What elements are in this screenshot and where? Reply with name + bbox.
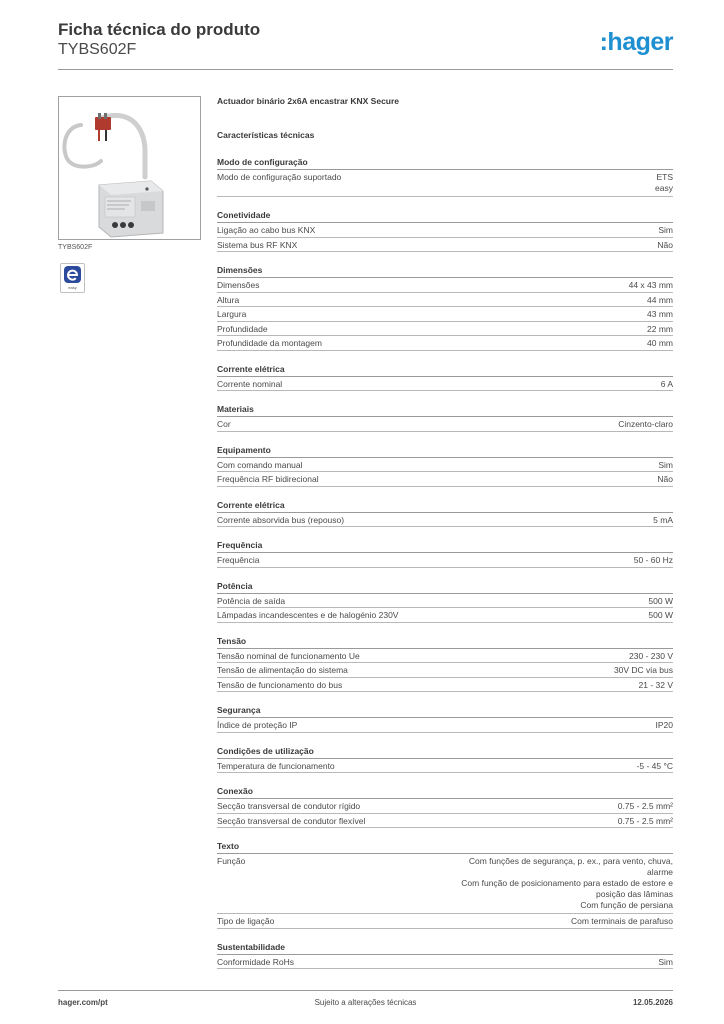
spec-value-line: Sim [658,459,673,470]
spec-row [217,458,673,473]
spec-group-title: Corrente elétrica [217,499,673,513]
spec-group [217,209,673,252]
spec-value-line: 5 mA [653,514,673,525]
spec-value [342,680,673,692]
product-name: Actuador binário 2x6A encastrar KNX Secure [217,96,400,106]
spec-value-line: 0.75 - 2.5 mm² [617,801,673,811]
spec-value-line: 43 mm [647,309,673,319]
spec-value-line: 500 W [648,610,673,620]
spec-group [217,363,673,392]
spec-row [217,293,673,308]
spec-group-title: Sustentabilidade [217,941,673,955]
spec-group [217,264,673,351]
spec-row [217,170,673,197]
spec-value-line: ETS [656,172,673,182]
spec-label: Com comando manual [217,459,303,470]
spec-value [344,515,673,527]
page-header [58,20,673,70]
spec-value [398,610,673,622]
spec-value-line: 21 - 32 V [638,679,673,690]
spec-row [217,799,673,814]
spec-label: Temperatura de funcionamento [217,760,335,771]
easy-badge-label: easy [68,285,77,290]
spec-value-line: Cinzento-claro [618,419,673,429]
spec-row [217,513,673,528]
spec-value-line: IP20 [655,720,673,730]
spec-label: Índice de proteção IP [217,720,298,730]
spec-group [217,941,673,970]
easy-badge [60,263,85,293]
spec-group [217,635,673,693]
spec-value [297,720,673,732]
spec-label: Frequência [217,555,260,565]
spec-row [217,663,673,678]
spec-group [217,156,673,197]
spec-group [217,539,673,568]
spec-row [217,608,673,623]
section-title: Características técnicas [217,130,315,140]
spec-row [217,553,673,568]
spec-label: Corrente nominal [217,378,283,389]
spec-value [360,801,673,813]
spec-row [217,718,673,733]
footer-website[interactable]: hager.com/pt [58,998,108,1007]
spec-label: Profundidade da montagem [217,338,322,348]
spec-row [217,854,673,914]
spec-row [217,238,673,253]
spec-value-line: 44 x 43 mm [628,280,673,290]
spec-label: Potência de saída [217,595,286,606]
spec-group [217,785,673,828]
spec-value [246,309,673,321]
spec-value-line: Sim [658,956,673,967]
spec-value [341,172,673,194]
spec-row [217,678,673,693]
spec-group-title: Dimensões [217,264,673,278]
spec-value-line: 30V DC via bus [613,665,673,675]
spec-row [217,223,673,238]
spec-row [217,307,673,322]
spec-label: Tipo de ligação [217,916,275,926]
spec-group-title: Segurança [217,704,673,718]
spec-label: Dimensões [217,280,260,290]
spec-value-line: Sim [658,225,673,235]
spec-value-line: 44 mm [647,294,673,305]
spec-label: Tensão de funcionamento do bus [217,679,343,690]
spec-row [217,472,673,487]
spec-row [217,377,673,392]
spec-group [217,840,673,929]
image-caption: TYBS602F [58,244,93,251]
spec-group-title: Frequência [217,539,673,553]
spec-value [294,957,673,969]
spec-group-title: Texto [217,840,673,854]
spec-value-line: 22 mm [647,323,673,334]
spec-row [217,336,673,351]
spec-row [217,814,673,829]
spec-value-line: Com funções de segurança, p. ex., para vento, chuva, [468,856,673,866]
spec-label: Conformidade RoHs [217,956,295,967]
spec-row [217,322,673,337]
spec-group [217,403,673,432]
spec-label: Cor [217,419,231,429]
page-title: Ficha técnica do produto [58,20,261,39]
spec-value-line: Não [657,474,673,484]
spec-value-line: Com função de posicionamento para estado de estore e [461,878,673,888]
spec-group-title: Equipamento [217,444,673,458]
spec-label: Frequência RF bidirecional [217,474,319,484]
spec-value [365,816,673,828]
spec-value-line: alarme [647,867,673,877]
spec-value-line: Não [657,239,673,250]
spec-group [217,444,673,487]
spec-value [315,225,673,237]
spec-groups [217,156,673,969]
spec-group [217,580,673,623]
spec-value [239,295,673,307]
spec-row [217,417,673,432]
spec-value [348,665,673,677]
spec-value-line: -5 - 45 °C [636,760,673,771]
footer-note: Sujeito a alterações técnicas [314,998,417,1007]
spec-row [217,649,673,664]
spec-value [303,460,673,472]
footer-date: 12.05.2026 [632,998,673,1007]
spec-label: Modo de configuração suportado [217,172,342,182]
spec-value [297,240,673,252]
spec-group [217,745,673,774]
spec-value-line: 500 W [648,595,673,606]
product-illustration [59,97,200,239]
spec-value [268,324,673,336]
spec-value [274,916,673,928]
spec-value-line: 50 - 60 Hz [633,555,673,565]
spec-value-line: easy [655,183,673,193]
spec-value [260,555,673,567]
spec-value [285,596,673,608]
spec-group [217,704,673,733]
spec-value [245,856,673,911]
spec-value [282,379,673,391]
spec-value-line: 0.75 - 2.5 mm² [617,815,673,826]
hager-logo: :hager [599,28,673,56]
spec-label: Função [217,856,246,866]
spec-label: Secção transversal de condutor rígido [217,801,361,811]
footer-divider [58,990,673,991]
spec-group-title: Tensão [217,635,673,649]
spec-row [217,914,673,929]
spec-label: Largura [217,309,247,319]
spec-value [335,761,673,773]
spec-value [319,474,673,486]
spec-label: Profundidade [217,323,268,334]
spec-row [217,759,673,774]
spec-group-title: Potência [217,580,673,594]
spec-group-title: Conexão [217,785,673,799]
spec-value [260,280,673,292]
spec-group-title: Materiais [217,403,673,417]
spec-label: Ligação ao cabo bus KNX [217,225,316,235]
spec-group-title: Corrente elétrica [217,363,673,377]
spec-label: Lâmpadas incandescentes e de halogénio 230V [217,610,399,620]
spec-value [360,651,673,663]
spec-label: Tensão de alimentação do sistema [217,665,348,675]
spec-content [217,96,673,969]
product-image [58,96,201,240]
spec-value-line: 6 A [660,378,673,389]
product-code: TYBS602F [58,41,137,58]
spec-group-title: Modo de configuração [217,156,673,170]
spec-row [217,278,673,293]
spec-label: Altura [217,294,240,305]
spec-value [322,338,673,350]
spec-value-line: 230 - 230 V [629,650,673,661]
spec-label: Tensão nominal de funcionamento Ue [217,650,360,661]
spec-label: Sistema bus RF KNX [217,239,298,250]
header-divider [58,69,673,70]
spec-value-line: 40 mm [647,338,673,348]
spec-group [217,499,673,528]
spec-value-line: Com função de persiana [580,900,673,910]
spec-value [231,419,673,431]
spec-group-title: Conetividade [217,209,673,223]
spec-value-line: Com terminais de parafuso [570,916,673,926]
spec-row [217,955,673,970]
easy-icon [61,264,84,292]
spec-label: Corrente absorvida bus (repouso) [217,514,345,525]
spec-row [217,594,673,609]
spec-label: Secção transversal de condutor flexível [217,815,366,826]
spec-group-title: Condições de utilização [217,745,673,759]
spec-value-line: posição das lâminas [595,889,673,899]
